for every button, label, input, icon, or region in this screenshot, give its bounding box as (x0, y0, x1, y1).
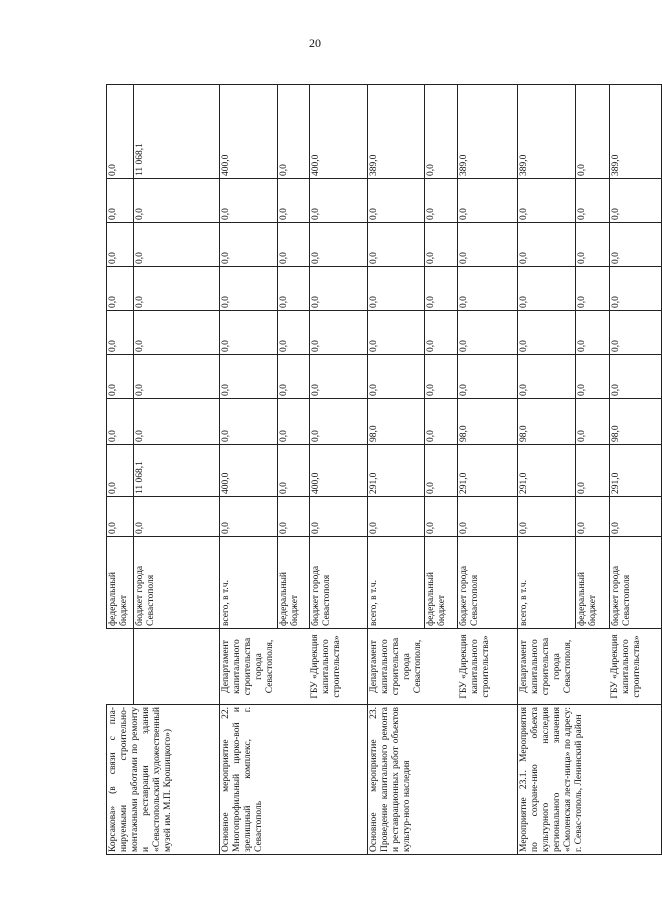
amount-cell: 0,0 (107, 399, 134, 445)
amount-cell: 0,0 (309, 355, 367, 399)
amount-cell: 0,0 (309, 179, 367, 223)
amount-cell: 0,0 (277, 311, 309, 355)
amount-cell: 0,0 (425, 223, 458, 267)
funding-source-cell: бюджет города Севастополя (609, 537, 661, 629)
amount-cell: 0,0 (220, 355, 278, 399)
amount-cell: 0,0 (367, 267, 425, 311)
amount-cell: 0,0 (458, 179, 518, 223)
amount-cell: 0,0 (134, 223, 220, 267)
table-body (107, 85, 662, 855)
executor-cell (107, 629, 134, 705)
amount-cell: 0,0 (575, 223, 609, 267)
funding-source-cell: всего, в т.ч. (367, 537, 425, 629)
funding-source-cell: бюджет города Севастополя (134, 537, 220, 629)
executor-cell: Департамент капитального строительства города Севастополя, (367, 629, 425, 705)
amount-cell: 0,0 (518, 223, 576, 267)
executor-cell: ГБУ «Дирекция капитального строительства» (309, 629, 367, 705)
amount-cell: 0,0 (609, 355, 661, 399)
amount-cell: 0,0 (107, 445, 134, 497)
amount-cell: 0,0 (575, 179, 609, 223)
amount-cell: 0,0 (575, 85, 609, 179)
amount-cell: 0,0 (134, 267, 220, 311)
amount-cell: 0,0 (425, 267, 458, 311)
amount-cell: 0,0 (107, 223, 134, 267)
amount-cell: 0,0 (609, 267, 661, 311)
executor-cell (277, 629, 309, 705)
amount-cell: 0,0 (425, 399, 458, 445)
event-name-cell: Основное мероприятие 23. Проведение капитального ремонта и реставрационных работ объектов культур-ного наследия (367, 705, 518, 855)
amount-cell: 0,0 (609, 311, 661, 355)
amount-cell: 0,0 (609, 497, 661, 537)
amount-cell: 0,0 (518, 497, 576, 537)
amount-cell: 0,0 (220, 179, 278, 223)
funding-source-cell: всего, в т.ч. (518, 537, 576, 629)
amount-cell: 0,0 (518, 355, 576, 399)
amount-cell: 0,0 (575, 267, 609, 311)
amount-cell: 0,0 (609, 179, 661, 223)
amount-cell: 98,0 (458, 399, 518, 445)
event-name-cell: Основное мероприятие 22. Многопрофильный цирко-вой и зрелищный комплекс, г. Севастополь (220, 705, 368, 855)
amount-cell: 0,0 (367, 223, 425, 267)
amount-cell: 0,0 (220, 267, 278, 311)
rotated-table-frame (106, 85, 642, 855)
amount-cell: 0,0 (277, 399, 309, 445)
amount-cell: 0,0 (134, 179, 220, 223)
amount-cell: 0,0 (367, 311, 425, 355)
amount-cell: 0,0 (309, 267, 367, 311)
amount-cell: 0,0 (367, 497, 425, 537)
amount-cell: 291,0 (609, 445, 661, 497)
amount-cell: 0,0 (425, 355, 458, 399)
amount-cell: 0,0 (425, 85, 458, 179)
amount-cell: 98,0 (518, 399, 576, 445)
amount-cell: 0,0 (107, 497, 134, 537)
table-row (518, 85, 576, 855)
amount-cell: 11 068,1 (134, 445, 220, 497)
amount-cell: 0,0 (518, 311, 576, 355)
amount-cell: 0,0 (367, 179, 425, 223)
amount-cell: 389,0 (518, 85, 576, 179)
executor-cell (425, 629, 458, 705)
amount-cell: 0,0 (575, 399, 609, 445)
amount-cell: 0,0 (220, 497, 278, 537)
amount-cell: 0,0 (277, 85, 309, 179)
amount-cell: 0,0 (458, 311, 518, 355)
amount-cell: 0,0 (425, 311, 458, 355)
amount-cell: 400,0 (309, 85, 367, 179)
amount-cell: 400,0 (220, 445, 278, 497)
amount-cell: 291,0 (518, 445, 576, 497)
executor-cell: ГБУ «Дирекция капитального строительства» (609, 629, 661, 705)
event-name-cell: Мероприятие 23.1. Мероприятия по сохране-нию объекта культурного наследия регионального значения «Смоленская лест-ница» по адресу: г. Севас-тополь, Ленинский район (518, 705, 662, 855)
amount-cell: 0,0 (575, 497, 609, 537)
amount-cell: 0,0 (425, 445, 458, 497)
amount-cell: 0,0 (458, 497, 518, 537)
amount-cell: 0,0 (458, 223, 518, 267)
amount-cell: 0,0 (107, 311, 134, 355)
amount-cell: 0,0 (220, 311, 278, 355)
funding-source-cell: всего, в т.ч. (220, 537, 278, 629)
amount-cell: 400,0 (220, 85, 278, 179)
executor-cell: Департамент капитального строительства города Севастополя, (220, 629, 278, 705)
amount-cell: 11 068,1 (134, 85, 220, 179)
executor-cell: Департамент капитального строительства города Севастополя, (518, 629, 576, 705)
amount-cell: 389,0 (458, 85, 518, 179)
amount-cell: 0,0 (575, 311, 609, 355)
funding-source-cell: федеральный бюджет (575, 537, 609, 629)
amount-cell: 0,0 (277, 445, 309, 497)
amount-cell: 0,0 (107, 179, 134, 223)
amount-cell: 0,0 (458, 267, 518, 311)
amount-cell: 0,0 (107, 355, 134, 399)
funding-source-cell: федеральный бюджет (107, 537, 134, 629)
page-number: 20 (309, 36, 321, 50)
table-row (367, 85, 425, 855)
amount-cell: 0,0 (458, 355, 518, 399)
amount-cell: 0,0 (425, 497, 458, 537)
amount-cell: 0,0 (367, 355, 425, 399)
amount-cell: 0,0 (575, 355, 609, 399)
table-container (106, 85, 642, 855)
amount-cell: 0,0 (277, 179, 309, 223)
program-financing-table (106, 84, 662, 855)
amount-cell: 0,0 (220, 223, 278, 267)
amount-cell: 0,0 (220, 399, 278, 445)
amount-cell: 0,0 (309, 497, 367, 537)
executor-cell (134, 629, 220, 705)
amount-cell: 0,0 (277, 267, 309, 311)
amount-cell: 0,0 (309, 311, 367, 355)
amount-cell: 98,0 (367, 399, 425, 445)
amount-cell: 0,0 (277, 355, 309, 399)
amount-cell: 291,0 (458, 445, 518, 497)
amount-cell: 0,0 (425, 179, 458, 223)
executor-cell (575, 629, 609, 705)
executor-cell: ГБУ «Дирекция капитального строительства» (458, 629, 518, 705)
amount-cell: 0,0 (518, 179, 576, 223)
amount-cell: 0,0 (107, 267, 134, 311)
amount-cell: 389,0 (609, 85, 661, 179)
funding-source-cell: федеральный бюджет (277, 537, 309, 629)
table-row (220, 85, 278, 855)
amount-cell: 291,0 (367, 445, 425, 497)
amount-cell: 400,0 (309, 445, 367, 497)
event-name-cell: Корсакова» (в связи с пла-нируемыми строительно-монтажными работами по ремонту и реставрации здания «Севастопольский художественный музей им. М.П. Крошицкого») (107, 705, 220, 855)
amount-cell: 0,0 (609, 223, 661, 267)
amount-cell: 0,0 (309, 223, 367, 267)
funding-source-cell: бюджет города Севастополя (458, 537, 518, 629)
funding-source-cell: федеральный бюджет (425, 537, 458, 629)
amount-cell: 0,0 (107, 85, 134, 179)
amount-cell: 0,0 (134, 497, 220, 537)
amount-cell: 98,0 (609, 399, 661, 445)
amount-cell: 0,0 (575, 445, 609, 497)
amount-cell: 0,0 (134, 355, 220, 399)
amount-cell: 0,0 (309, 399, 367, 445)
amount-cell: 0,0 (518, 267, 576, 311)
table-row (107, 85, 134, 855)
amount-cell: 0,0 (277, 497, 309, 537)
amount-cell: 0,0 (277, 223, 309, 267)
amount-cell: 0,0 (134, 311, 220, 355)
funding-source-cell: бюджет города Севастополя (309, 537, 367, 629)
amount-cell: 389,0 (367, 85, 425, 179)
amount-cell: 0,0 (134, 399, 220, 445)
